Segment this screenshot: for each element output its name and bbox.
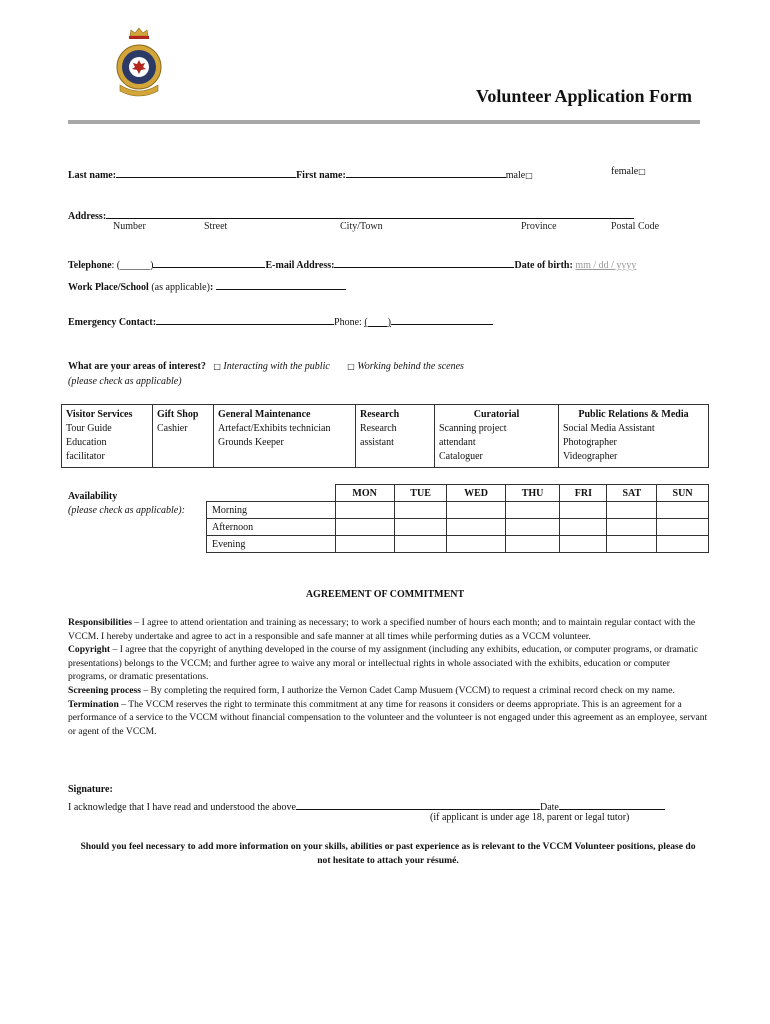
interest-item: Cataloguer — [439, 451, 483, 462]
interest-item: facilitator — [66, 451, 105, 462]
signature-row — [68, 798, 665, 813]
last-name-field[interactable] — [116, 166, 296, 178]
availability-cell[interactable] — [607, 502, 657, 519]
screening-label: Screening process — [68, 684, 141, 696]
dob-label: Date of birth: — [514, 260, 573, 271]
emergency-phone-field[interactable] — [391, 313, 493, 325]
address-label: Address: — [68, 211, 107, 222]
copyright-label: Copyright — [68, 644, 111, 656]
availability-cell[interactable] — [657, 519, 709, 536]
availability-cell[interactable] — [505, 536, 560, 553]
interest-col-curatorial[interactable] — [435, 405, 559, 468]
slot-label: Evening — [207, 536, 336, 553]
email-field[interactable] — [334, 256, 514, 268]
availability-table — [206, 484, 709, 553]
interest-item: Cashier — [157, 423, 188, 434]
address-field[interactable] — [106, 207, 634, 219]
availability-cell[interactable] — [335, 502, 394, 519]
interests-hint: (please check as applicable) — [68, 376, 182, 387]
telephone-label: Telephone — [68, 260, 112, 271]
day-header-sat: SAT — [607, 485, 657, 502]
agreement-heading: AGREEMENT OF COMMITMENT — [305, 589, 465, 600]
interest-col-header: Public Relations & Media — [578, 409, 689, 420]
interest-scenes-checkbox[interactable]: □ — [347, 362, 355, 371]
availability-cell[interactable] — [394, 519, 447, 536]
signature-field[interactable] — [296, 798, 540, 810]
form-title: Volunteer Application Form — [476, 86, 693, 106]
responsibilities-label: Responsibilities — [68, 617, 132, 628]
email-label: E-mail Address: — [265, 260, 335, 271]
signature-label: Signature: — [68, 784, 113, 795]
telephone-area[interactable]: : (______) — [111, 260, 154, 271]
address-province-label: Province — [521, 221, 557, 232]
day-header-sun: SUN — [657, 485, 709, 502]
female-checkbox[interactable]: □ — [638, 167, 646, 176]
interest-scenes-label: Working behind the scenes — [357, 361, 464, 372]
date-field[interactable] — [559, 798, 665, 810]
interests-row — [68, 361, 464, 372]
availability-row-evening — [207, 536, 709, 553]
interest-item: Photographer — [563, 437, 617, 448]
day-header-mon: MON — [335, 485, 394, 502]
emergency-row — [68, 313, 493, 328]
telephone-field[interactable] — [153, 256, 265, 268]
title-rule — [68, 120, 700, 124]
copyright-paragraph — [68, 643, 708, 684]
termination-text: – The VCCM reserves the right to terminate this commitment at any time for reasons it considers or deems appropriate. This is an agreement for a performance of a service to the VCCM without financial compensation to the volunteer and the volunteer is not engaged under this agreement as an employee, servant or agent of the VCCM. — [68, 698, 708, 737]
interest-col-public-relations[interactable] — [559, 405, 709, 468]
availability-label: Availability — [68, 491, 118, 502]
interest-item: Scanning project — [439, 423, 507, 434]
dob-field[interactable]: mm / dd / yyyy — [575, 260, 637, 271]
address-number-label: Number — [113, 221, 146, 232]
availability-cell[interactable] — [657, 502, 709, 519]
interests-table — [61, 404, 709, 468]
signature-acknowledge: I acknowledge that I have read and understood the above — [68, 802, 296, 813]
interest-public-checkbox[interactable]: □ — [213, 362, 221, 371]
availability-row-morning — [207, 502, 709, 519]
availability-corner — [207, 485, 336, 502]
address-street-label: Street — [204, 221, 228, 232]
availability-hint: (please check as applicable): — [68, 505, 185, 516]
day-header-tue: TUE — [394, 485, 447, 502]
availability-row-afternoon — [207, 519, 709, 536]
address-city-label: City/Town — [340, 221, 383, 232]
address-postal-label: Postal Code — [611, 221, 660, 232]
interest-item: Videographer — [563, 451, 618, 462]
interest-item: Social Media Assistant — [563, 423, 655, 434]
date-label: Date — [539, 802, 559, 813]
interest-col-header: Curatorial — [473, 409, 520, 420]
interest-col-research[interactable] — [356, 405, 435, 468]
availability-cell[interactable] — [335, 536, 394, 553]
workplace-note: (as applicable) — [151, 282, 210, 293]
interest-item: Artefact/Exhibits technician — [218, 423, 331, 434]
name-row — [68, 166, 533, 181]
interest-col-general-maintenance[interactable] — [214, 405, 356, 468]
responsibilities-paragraph — [68, 616, 708, 643]
guardian-note: (if applicant is under age 18, parent or legal tutor) — [430, 812, 630, 823]
emergency-label: Emergency Contact: — [68, 317, 157, 328]
emergency-field[interactable] — [156, 313, 334, 325]
crest-logo — [114, 27, 164, 97]
interest-item: assistant — [360, 437, 394, 448]
availability-cell[interactable] — [447, 536, 505, 553]
male-label: male — [505, 170, 526, 181]
day-header-wed: WED — [447, 485, 505, 502]
availability-cell[interactable] — [560, 519, 607, 536]
availability-cell[interactable] — [447, 519, 505, 536]
screening-paragraph — [68, 684, 708, 698]
termination-label: Termination — [68, 698, 119, 710]
address-row — [68, 207, 634, 222]
availability-cell[interactable] — [607, 519, 657, 536]
workplace-field[interactable] — [216, 278, 346, 290]
slot-label: Afternoon — [207, 519, 336, 536]
day-header-thu: THU — [505, 485, 560, 502]
interest-col-header: Visitor Services — [66, 409, 133, 420]
workplace-row — [68, 278, 346, 293]
agreement-body — [68, 616, 708, 738]
workplace-label: Work Place/School — [68, 282, 149, 293]
interest-item: Education — [66, 437, 107, 448]
interest-item: attendant — [439, 437, 476, 448]
slot-label: Morning — [207, 502, 336, 519]
responsibilities-text: – I agree to attend orientation and training as necessary; to work a specified number of hours each month; and to maintain regular contact with the VCCM. I hereby undertake and agree to act in a responsible and safe manner at all times while performing duties as a VCCM volunteer. — [68, 617, 696, 642]
availability-cell[interactable] — [394, 502, 447, 519]
availability-cell[interactable] — [657, 536, 709, 553]
contact-row — [68, 256, 636, 271]
interest-public-label: Interacting with the public — [223, 361, 330, 372]
interest-col-gift-shop[interactable] — [153, 405, 214, 468]
female-option — [611, 166, 646, 177]
interest-col-header: General Maintenance — [218, 409, 311, 420]
first-name-field[interactable] — [346, 166, 506, 178]
interest-item: Research — [360, 423, 397, 434]
first-name-label: First name: — [296, 170, 346, 181]
availability-cell[interactable] — [335, 519, 394, 536]
availability-cell[interactable] — [607, 536, 657, 553]
availability-cell[interactable] — [394, 536, 447, 553]
availability-cell[interactable] — [560, 502, 607, 519]
closing-note: Should you feel necessary to add more information on your skills, abilities or past experience as is relevant to the VCCM Volunteer positions, please do not hesitate to attach your résumé. — [80, 841, 696, 866]
emergency-phone-label: Phone: — [334, 317, 362, 328]
interest-item: Tour Guide — [66, 423, 112, 434]
interest-item: Grounds Keeper — [218, 437, 284, 448]
female-label: female — [611, 166, 639, 177]
availability-cell[interactable] — [505, 502, 560, 519]
termination-paragraph — [68, 698, 708, 739]
interest-col-visitor-services[interactable] — [62, 405, 153, 468]
copyright-text: – I agree that the copyright of anything developed in the course of my assignment (including any exhibits, education, or computer programs, or dramatic presentations) belongs to the VCCM; and further agree to waive any moral or intellectual rights in whole associated with the exhibits, education or computer programs, or dramatic presentations. — [68, 644, 699, 683]
availability-cell[interactable] — [447, 502, 505, 519]
interests-question: What are your areas of interest? — [68, 361, 206, 372]
male-checkbox[interactable]: □ — [525, 171, 533, 180]
day-header-fri: FRI — [560, 485, 607, 502]
emergency-phone-area[interactable]: (____) — [364, 317, 391, 328]
workplace-colon: : — [209, 282, 214, 293]
availability-cell[interactable] — [560, 536, 607, 553]
availability-cell[interactable] — [505, 519, 560, 536]
interest-col-header: Gift Shop — [157, 409, 199, 420]
interest-col-header: Research — [360, 409, 400, 420]
last-name-label: Last name: — [68, 170, 117, 181]
screening-text: – By completing the required form, I authorize the Vernon Cadet Camp Musuem (VCCM) to request a criminal record check on my name. — [140, 684, 675, 696]
